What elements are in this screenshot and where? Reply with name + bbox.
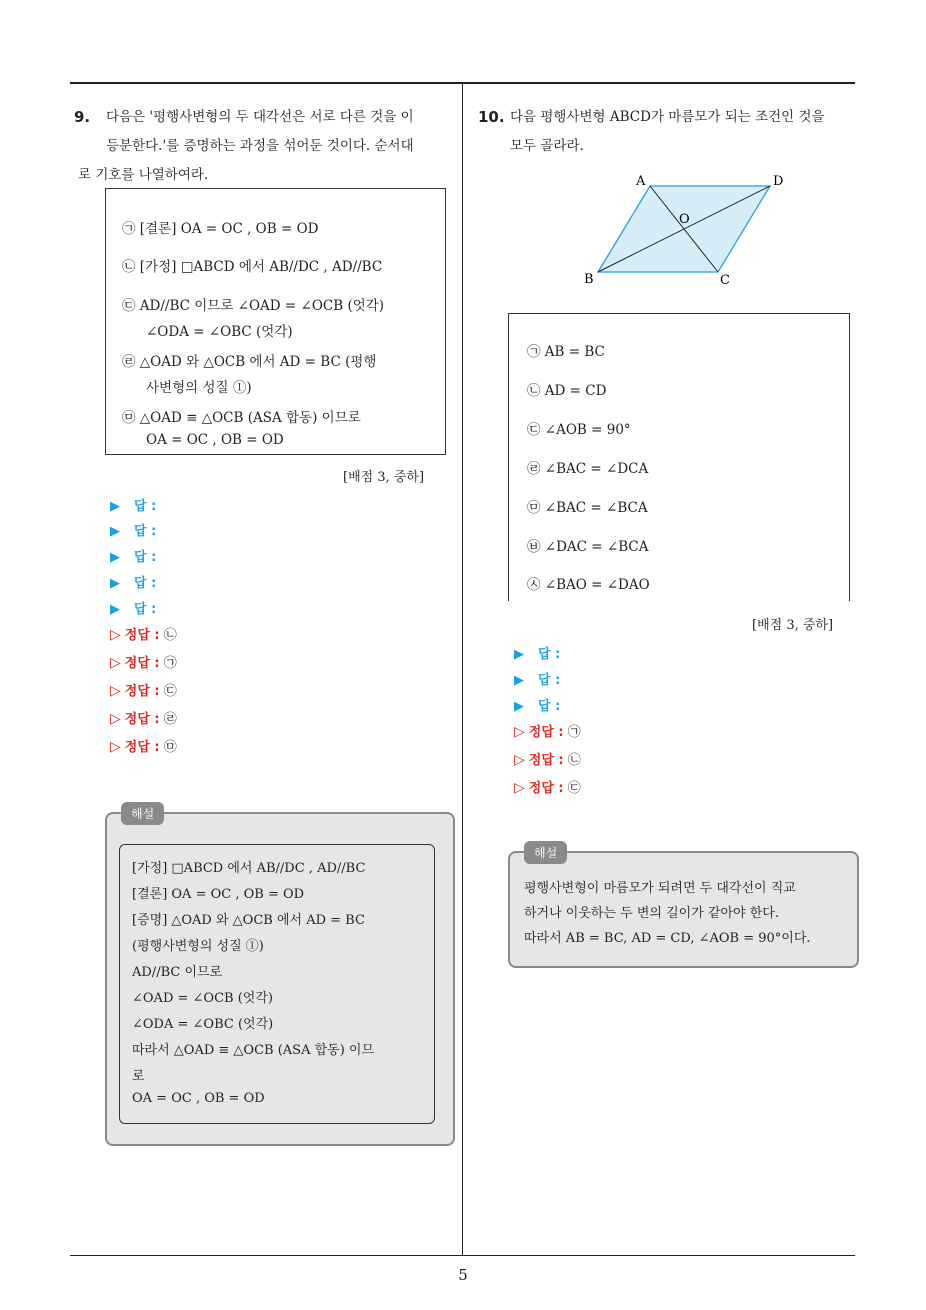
correct-answer-row <box>110 680 177 699</box>
choice-text: AD = CD <box>544 383 607 399</box>
correct-answer-row <box>110 624 177 643</box>
correct-label: 정답 : <box>124 712 160 727</box>
choice-item <box>527 418 631 438</box>
choice-symbol: ㉠ <box>122 221 136 237</box>
choice-symbol: ㉥ <box>527 539 541 555</box>
solution-line: AD//BC 이므로 <box>132 965 223 980</box>
parallelogram-figure <box>570 168 800 293</box>
correct-arrow-icon: ▷ <box>514 724 525 740</box>
answer-label: 답 : <box>538 647 561 662</box>
question-9-text <box>78 103 414 190</box>
choice-symbol: ㉣ <box>122 354 136 370</box>
answer-row <box>514 695 560 714</box>
choice-text: ∠BAC = ∠DCA <box>544 461 649 477</box>
correct-value: ㉠ <box>567 725 581 740</box>
correct-label: 정답 : <box>124 628 160 643</box>
solution-line: OA = OC , OB = OD <box>132 1091 265 1106</box>
answer-label: 답 : <box>134 524 157 539</box>
solution-line: [가정] □ABCD 에서 AB//DC , AD//BC <box>132 861 366 876</box>
correct-answer-row <box>110 736 177 755</box>
correct-arrow-icon: ▷ <box>110 655 121 671</box>
answer-arrow-icon: ▶ <box>110 550 120 565</box>
answer-arrow-icon: ▶ <box>514 699 524 714</box>
question-9-line: 다음은 '평행사변형의 두 대각선은 서로 다른 것을 이 <box>106 109 414 125</box>
choice-item <box>527 379 606 399</box>
choice-text: AB = BC <box>544 344 605 360</box>
choice-text: [결론] OA = OC , OB = OD <box>139 221 319 237</box>
choice-item <box>122 255 382 275</box>
choice-symbol: ㉢ <box>122 298 136 314</box>
column-divider <box>462 84 463 1256</box>
correct-label: 정답 : <box>528 753 564 768</box>
solution-line: 로 <box>132 1069 145 1084</box>
answer-label: 답 : <box>538 699 561 714</box>
solution-tag: 해설 <box>121 802 164 825</box>
question-9-line: 등분한다.'를 증명하는 과정을 섞어둔 것이다. 순서대 <box>106 138 414 154</box>
solution-line: ∠ODA = ∠OBC (엇각) <box>132 1017 274 1032</box>
choice-text: OA = OC , OB = OD <box>146 432 284 448</box>
correct-answer-row <box>110 652 177 671</box>
vertex-label-a: A <box>636 174 646 189</box>
answer-arrow-icon: ▶ <box>514 647 524 662</box>
solution-line: 하거나 이웃하는 두 변의 길이가 같아야 한다. <box>524 906 779 921</box>
choice-symbol: ㉡ <box>122 259 136 275</box>
choice-symbol: ㉤ <box>122 410 136 426</box>
question-10-choice-box <box>508 313 850 601</box>
choice-text: △OAD ≡ △OCB (ASA 합동) 이므로 <box>139 410 361 426</box>
correct-answer-row <box>514 777 581 796</box>
solution-tag: 해설 <box>524 841 567 864</box>
choice-symbol: ㉤ <box>527 500 541 516</box>
choice-item <box>527 496 648 516</box>
choice-text: AD//BC 이므로 ∠OAD = ∠OCB (엇각) <box>139 298 385 314</box>
question-10-line: 모두 골라라. <box>510 138 584 154</box>
answer-row <box>110 520 156 539</box>
answer-label: 답 : <box>134 576 157 591</box>
correct-label: 정답 : <box>124 656 160 671</box>
correct-arrow-icon: ▷ <box>514 752 525 768</box>
question-10-number: 10. <box>478 108 505 126</box>
answer-row <box>110 546 156 565</box>
answer-arrow-icon: ▶ <box>110 499 120 514</box>
correct-arrow-icon: ▷ <box>110 711 121 727</box>
question-10-solution-panel <box>508 846 859 968</box>
answer-arrow-icon: ▶ <box>110 576 120 591</box>
choice-symbol: ㉦ <box>527 577 541 593</box>
choice-item <box>527 573 650 593</box>
correct-label: 정답 : <box>528 725 564 740</box>
correct-value: ㉠ <box>163 656 177 671</box>
choice-item <box>146 376 252 396</box>
answer-arrow-icon: ▶ <box>514 673 524 688</box>
choice-item <box>122 350 376 370</box>
choice-text: ∠AOB = 90° <box>544 422 631 438</box>
choice-text: △OAD 와 △OCB 에서 AD = BC (평행 <box>139 354 377 370</box>
choice-text: 사변형의 성질 ①) <box>146 380 252 396</box>
correct-label: 정답 : <box>124 740 160 755</box>
question-9-line: 로 기호를 나열하여라. <box>78 167 209 183</box>
solution-line: [결론] OA = OC , OB = OD <box>132 887 305 902</box>
choice-text: ∠BAO = ∠DAO <box>544 577 650 593</box>
question-9-choice-box <box>105 188 446 455</box>
answer-row <box>110 495 156 514</box>
correct-answer-row <box>514 749 581 768</box>
question-9-solution-panel <box>105 807 455 1146</box>
answer-label: 답 : <box>134 499 157 514</box>
choice-item <box>146 432 284 448</box>
correct-arrow-icon: ▷ <box>110 739 121 755</box>
answer-row <box>514 643 560 662</box>
correct-answer-row <box>514 721 581 740</box>
choice-text: ∠DAC = ∠BCA <box>544 539 649 555</box>
correct-label: 정답 : <box>124 684 160 699</box>
answer-row <box>514 669 560 688</box>
choice-item <box>122 294 384 314</box>
vertex-label-d: D <box>773 174 784 189</box>
correct-value: ㉢ <box>163 684 177 699</box>
choice-text: ∠BAC = ∠BCA <box>544 500 648 516</box>
choice-item <box>527 457 648 477</box>
choice-item <box>122 406 361 426</box>
solution-line: 평행사변형이 마름모가 되려면 두 대각선이 직교 <box>524 881 796 896</box>
answer-row <box>110 598 156 617</box>
page-number: 5 <box>458 1266 468 1284</box>
solution-inner-box <box>119 844 435 1124</box>
answer-label: 답 : <box>134 602 157 617</box>
solution-line: ∠OAD = ∠OCB (엇각) <box>132 991 273 1006</box>
question-9-source: [배점 3, 중하] <box>343 470 425 485</box>
vertex-label-c: C <box>720 273 730 288</box>
correct-value: ㉢ <box>567 781 581 796</box>
question-10-source: [배점 3, 중하] <box>752 618 834 633</box>
question-10-line: 다음 평행사변형 ABCD가 마름모가 되는 조건인 것을 <box>510 109 825 125</box>
correct-value: ㉣ <box>163 712 177 727</box>
choice-item <box>122 217 318 237</box>
solution-line: 따라서 △OAD ≡ △OCB (ASA 합동) 이므 <box>132 1043 375 1058</box>
solution-line: (평행사변형의 성질 ①) <box>132 939 264 954</box>
correct-value: ㉡ <box>163 628 177 643</box>
choice-symbol: ㉢ <box>527 422 541 438</box>
question-10-text <box>510 103 825 161</box>
choice-text: [가정] □ABCD 에서 AB//DC , AD//BC <box>139 259 383 275</box>
solution-line: 따라서 AB = BC, AD = CD, ∠AOB = 90°이다. <box>524 931 811 946</box>
correct-arrow-icon: ▷ <box>514 780 525 796</box>
correct-arrow-icon: ▷ <box>110 627 121 643</box>
bottom-rule <box>70 1255 855 1256</box>
answer-arrow-icon: ▶ <box>110 602 120 617</box>
answer-label: 답 : <box>538 673 561 688</box>
choice-text: ∠ODA = ∠OBC (엇각) <box>146 324 293 340</box>
choice-symbol: ㉠ <box>527 344 541 360</box>
vertex-label-b: B <box>584 272 594 287</box>
choice-item <box>527 535 648 555</box>
answer-label: 답 : <box>134 550 157 565</box>
correct-value: ㉡ <box>567 753 581 768</box>
correct-value: ㉤ <box>163 740 177 755</box>
choice-symbol: ㉣ <box>527 461 541 477</box>
answer-arrow-icon: ▶ <box>110 524 120 539</box>
correct-answer-row <box>110 708 177 727</box>
correct-arrow-icon: ▷ <box>110 683 121 699</box>
answer-row <box>110 572 156 591</box>
correct-label: 정답 : <box>528 781 564 796</box>
choice-symbol: ㉡ <box>527 383 541 399</box>
solution-line: [증명] △OAD 와 △OCB 에서 AD = BC <box>132 913 365 928</box>
choice-item <box>527 340 605 360</box>
choice-item <box>146 320 293 340</box>
question-9-number: 9. <box>74 108 91 126</box>
center-label-o: O <box>679 212 690 227</box>
